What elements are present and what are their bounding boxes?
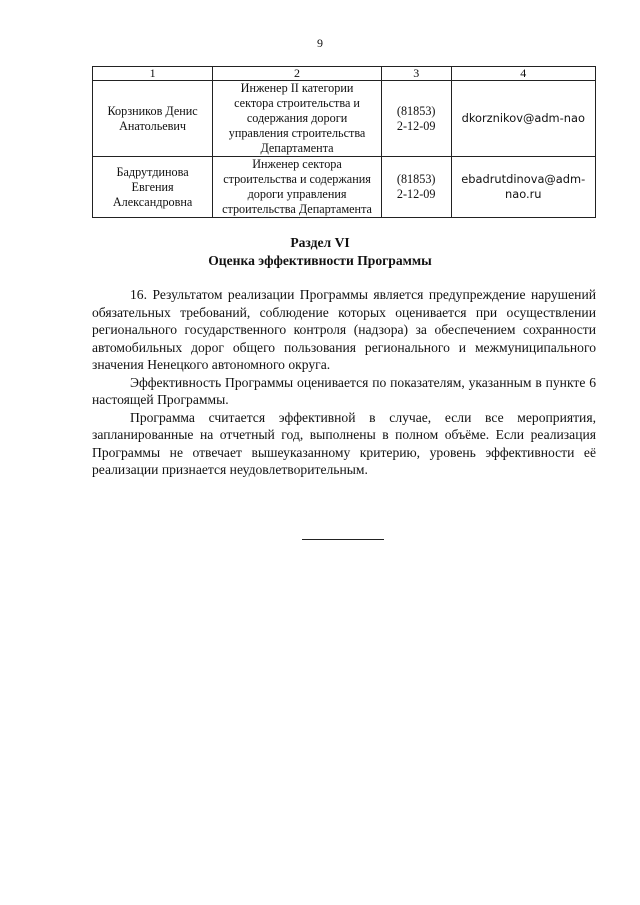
cell-email — [451, 157, 595, 218]
column-header: 4 — [451, 67, 595, 81]
cell-line: Инженер II категории — [240, 81, 354, 95]
section-heading — [0, 234, 640, 270]
cell-name — [93, 81, 213, 157]
cell-email — [451, 81, 595, 157]
cell-line: dkorznikov@adm-nao — [461, 111, 585, 125]
cell-line: Корзников Денис — [107, 103, 198, 118]
cell-line: Евгения — [131, 179, 174, 194]
cell-line: управления строительства — [228, 126, 366, 140]
cell-line: Департамента — [260, 141, 334, 155]
cell-name — [93, 157, 213, 218]
cell-line: (81853) — [396, 172, 436, 186]
section-subtitle: Оценка эффективности Программы — [208, 253, 432, 268]
cell-line: строительства и содержания — [223, 172, 371, 186]
cell-position — [213, 157, 382, 218]
column-header: 3 — [381, 67, 451, 81]
table-header-row — [93, 67, 596, 81]
column-header: 2 — [213, 67, 382, 81]
cell-line: 2-12-09 — [396, 118, 436, 133]
cell-line: nao.ru — [505, 187, 542, 201]
page-number: 9 — [317, 36, 323, 50]
cell-phone — [381, 81, 451, 157]
table-row — [93, 81, 596, 157]
paragraph: 16. Результатом реализации Программы является предупреждение нарушений обязательных требований, соблюдение которых оценивается при осуществлении регионального государственного контроля (надзора) за обеспечением сохранности автомобильных дорог общего пользования регионального и межмуниципального значения Ненецкого автономного округа. — [92, 287, 596, 372]
cell-line: строительства Департамента — [222, 202, 372, 216]
cell-line: содержания дороги — [246, 111, 348, 125]
table-row — [93, 157, 596, 218]
section-title: Раздел VI — [290, 235, 350, 250]
cell-line: Инженер сектора — [252, 157, 342, 171]
cell-phone — [381, 157, 451, 218]
cell-line: сектора строительства и — [234, 96, 360, 110]
cell-line: 2-12-09 — [396, 187, 436, 201]
end-divider — [302, 539, 384, 540]
body-text — [92, 286, 596, 479]
cell-line: Александровна — [112, 194, 193, 209]
paragraph: Эффективность Программы оценивается по показателям, указанным в пункте 6 настоящей Программы. — [92, 374, 596, 407]
cell-position — [213, 81, 382, 157]
contacts-table — [92, 66, 596, 218]
cell-line: дороги управления — [247, 187, 347, 201]
cell-line: Бадрутдинова — [116, 164, 189, 179]
paragraph: Программа считается эффективной в случае, если все мероприятия, запланированные на отчетный год, выполнены в полном объёме. Если реализация Программы не отвечает вышеуказанному критерию, уровень эффективности её реализации признается неудовлетворительным. — [92, 409, 596, 477]
cell-line: (81853) — [396, 103, 436, 118]
column-header: 1 — [93, 67, 213, 81]
cell-line: ebadrutdinova@adm- — [461, 172, 586, 186]
cell-line: Анатольевич — [119, 118, 187, 133]
